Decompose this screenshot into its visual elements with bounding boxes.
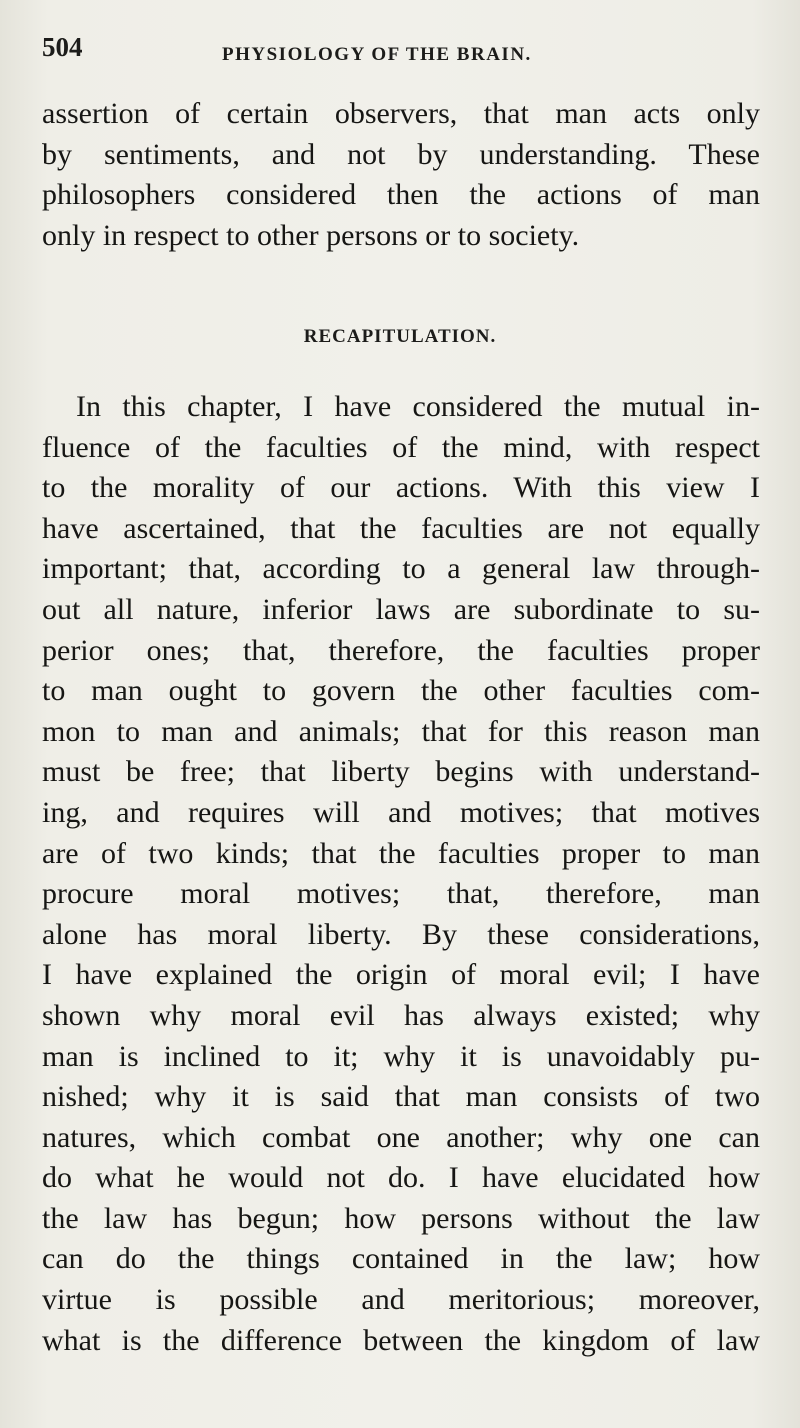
text-line: to the morality of our actions. With this view I — [42, 471, 760, 505]
text-line: virtue is possible and meritorious; moreover, — [42, 1283, 760, 1317]
paragraph-recapitulation — [42, 387, 760, 1361]
text-line: what is the difference between the kingdom of law — [42, 1323, 760, 1357]
text-line: procure moral motives; that, therefore, man — [42, 877, 760, 911]
text-line: alone has moral liberty. By these considerations, — [42, 917, 760, 951]
text-line: are of two kinds; that the faculties proper to man — [42, 836, 760, 870]
text-line: fluence of the faculties of the mind, with respect — [42, 430, 760, 464]
text-line: out all nature, inferior laws are subordinate to su- — [42, 592, 760, 626]
text-line: mon to man and animals; that for this reason man — [42, 714, 760, 748]
text-line: nished; why it is said that man consists of two — [42, 1080, 760, 1114]
text-line: do what he would not do. I have elucidated how — [42, 1161, 760, 1195]
section-heading: RECAPITULATION. — [303, 326, 497, 347]
page-number: 504 — [42, 32, 83, 62]
text-line: I have explained the origin of moral evil; I have — [42, 958, 760, 992]
text-line: to man ought to govern the other faculties com- — [42, 674, 760, 708]
text-line: can do the things contained in the law; how — [42, 1242, 760, 1276]
text-line: only in respect to other persons or to society. — [42, 218, 580, 252]
text-line: must be free; that liberty begins with understand- — [42, 755, 760, 789]
text-line: man is inclined to it; why it is unavoidably pu- — [42, 1039, 760, 1073]
text-line: by sentiments, and not by understanding. These — [42, 137, 760, 171]
text-line: ing, and requires will and motives; that motives — [42, 795, 760, 829]
paragraph-continuation — [42, 94, 760, 256]
running-title: PHYSIOLOGY OF THE BRAIN. — [222, 44, 532, 65]
text-line: the law has begun; how persons without the law — [42, 1201, 760, 1235]
running-head — [42, 32, 762, 72]
text-line: shown why moral evil has always existed; why — [42, 998, 760, 1032]
text-line: perior ones; that, therefore, the faculties proper — [42, 633, 760, 667]
text-line: have ascertained, that the faculties are not equally — [42, 511, 760, 545]
text-line: natures, which combat one another; why one can — [42, 1120, 760, 1154]
text-line: In this chapter, I have considered the mutual in- — [76, 390, 760, 423]
text-line: assertion of certain observers, that man acts only — [42, 97, 760, 130]
text-line: important; that, according to a general law through- — [42, 552, 760, 586]
text-line: philosophers considered then the actions of man — [42, 178, 760, 212]
